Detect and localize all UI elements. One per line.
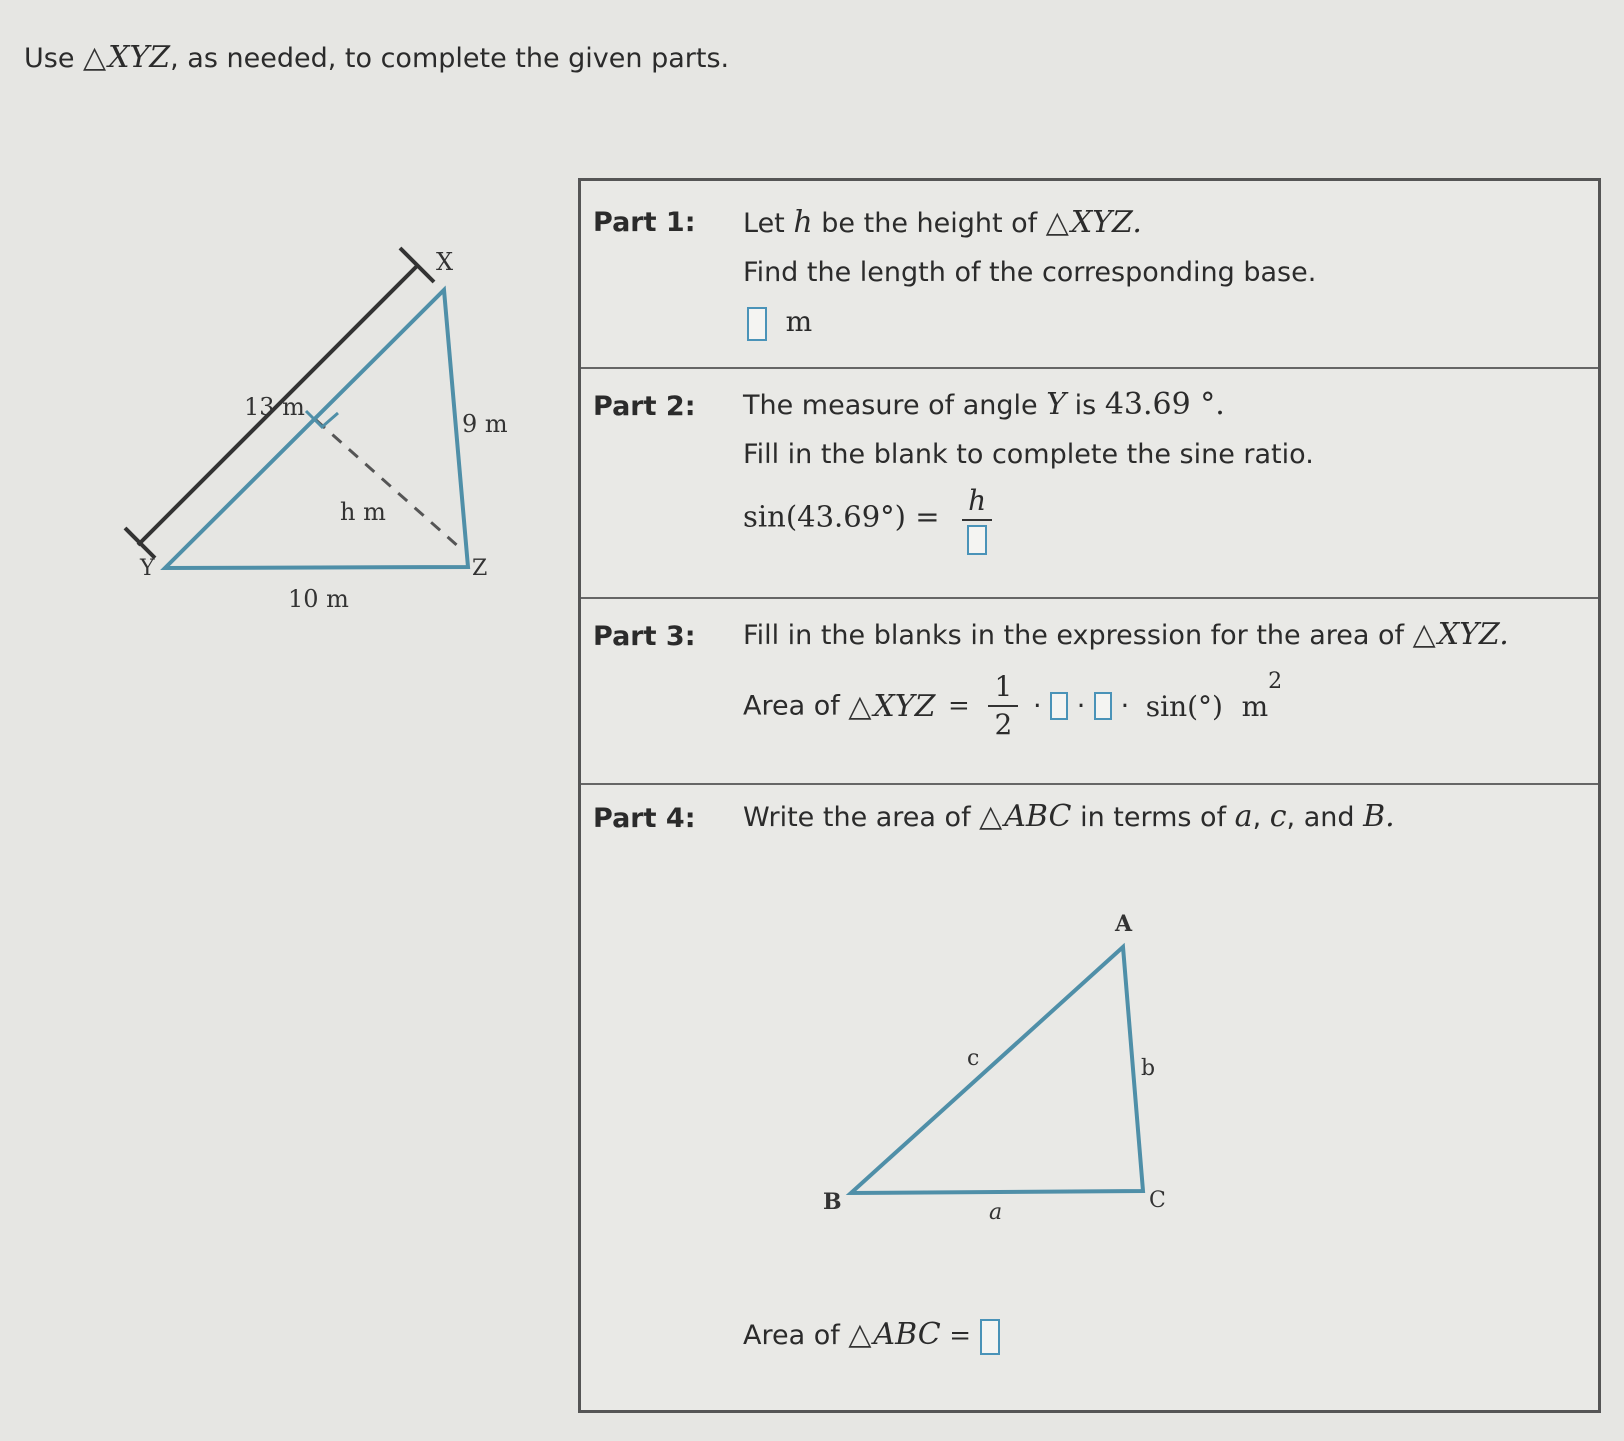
- height-label: h m: [340, 498, 386, 526]
- unit-meters: m: [785, 305, 813, 338]
- area-unit-exponent: 2: [1268, 669, 1283, 694]
- part-3-line-1: Fill in the blanks in the expression for the area of △XYZ.: [743, 617, 1509, 652]
- vertex-label-z: Z: [472, 556, 488, 581]
- one-half-fraction: $\frac{1}{2}$: [988, 669, 1018, 743]
- side-label-c: c: [967, 1046, 980, 1071]
- angle-measure: 43.69 °.: [1104, 387, 1225, 422]
- sine-fraction: [962, 483, 992, 555]
- part-1-line-1: Let h be the height of △XYZ.: [743, 205, 1142, 240]
- instructions-suffix: , as needed, to complete the given parts.: [170, 43, 730, 74]
- part-2-line-1: The measure of angle Y is 43.69 °.: [743, 387, 1225, 422]
- area-expression: Area of △XYZ = $\frac{1}{2}$ · · · sin(°) $m^2$: [743, 669, 1283, 741]
- part-3-label: Part 3:: [593, 621, 696, 652]
- part-2-label: Part 2:: [593, 391, 696, 422]
- instructions-prefix: Use: [24, 43, 75, 74]
- part-1-label: Part 1:: [593, 207, 696, 238]
- vertex-label-a: A: [1115, 911, 1133, 937]
- triangle-symbol-icon: △: [83, 40, 107, 75]
- sine-numerator: h: [968, 484, 987, 517]
- triangle-symbol-icon: △: [848, 688, 872, 724]
- area-side-2-input[interactable]: [1094, 692, 1112, 720]
- instructions: [24, 40, 729, 75]
- angle-y: Y: [1046, 387, 1067, 422]
- base-length-input[interactable]: [747, 307, 767, 341]
- side-label-xz: 9 m: [462, 410, 508, 438]
- part-4-label: Part 4:: [593, 803, 696, 834]
- area-unit: m: [1241, 689, 1269, 723]
- sine-denominator-input[interactable]: [967, 525, 987, 555]
- part-4-section: [581, 783, 1598, 1413]
- part-1-section: [581, 181, 1598, 369]
- area-sine-term: sin(°): [1145, 689, 1223, 723]
- vertex-label-y: Y: [140, 556, 155, 581]
- side-label-xy: 13 m: [244, 393, 305, 421]
- triangle-symbol-icon: △: [1045, 205, 1069, 240]
- triangle-abc-outline: [851, 947, 1143, 1193]
- sine-lhs: sin(43.69°) =: [743, 499, 940, 534]
- vertex-label-c: C: [1149, 1188, 1166, 1213]
- triangle-xyz-outline: [165, 290, 468, 568]
- height-line: [316, 420, 460, 548]
- triangle-name: XYZ: [108, 40, 171, 75]
- parts-panel: [578, 178, 1601, 1413]
- side-label-b: b: [1141, 1056, 1156, 1081]
- side-label-a: a: [989, 1200, 1003, 1225]
- triangle-abc-diagram: [823, 901, 1231, 1241]
- sine-ratio-equation: [743, 483, 998, 555]
- part-2-section: [581, 367, 1598, 599]
- area-abc-row: Area of △ABC =: [743, 1317, 1000, 1355]
- triangle-symbol-icon: △: [979, 799, 1003, 834]
- part-4-line-1: Write the area of △ABC in terms of a, c, and B.: [743, 799, 1395, 834]
- triangle-xyz-diagram: [0, 230, 560, 630]
- part-3-section: [581, 597, 1598, 785]
- vertex-label-x: X: [436, 248, 454, 276]
- variable-h: h: [793, 205, 813, 240]
- triangle-symbol-icon: △: [1412, 617, 1436, 652]
- area-abc-input[interactable]: [980, 1319, 1000, 1355]
- vertex-label-b: B: [823, 1189, 842, 1215]
- side-label-yz: 10 m: [288, 585, 349, 613]
- part-1-answer-row: [743, 305, 812, 341]
- triangle-symbol-icon: △: [848, 1317, 872, 1352]
- part-2-line-2: Fill in the blank to complete the sine ratio.: [743, 439, 1314, 470]
- area-side-1-input[interactable]: [1050, 692, 1068, 720]
- part-1-line-2: Find the length of the corresponding base.: [743, 257, 1317, 288]
